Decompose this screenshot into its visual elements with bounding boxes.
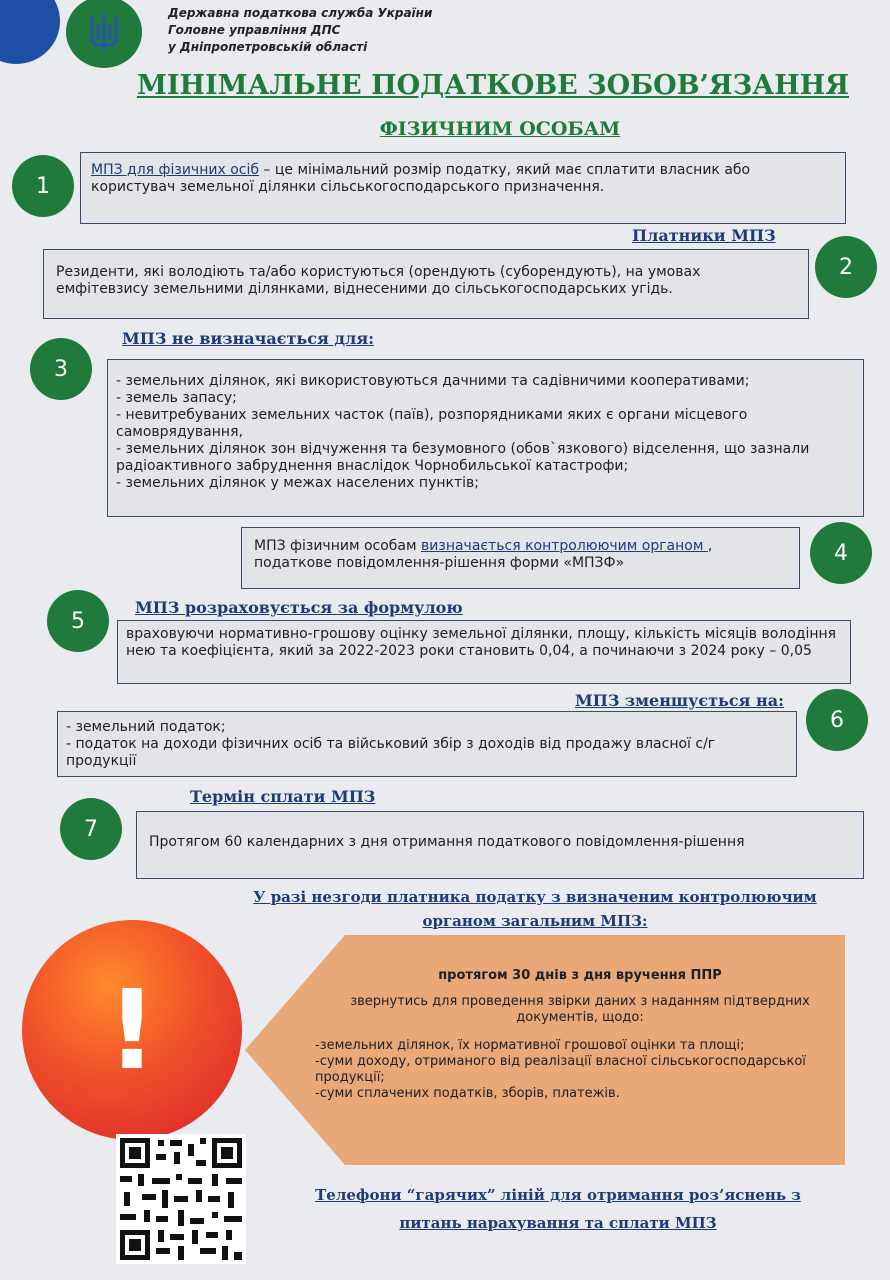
disagreement-heading [215,885,855,933]
trident-emblem [66,0,142,68]
exclusion-item: - земель запасу; [116,390,237,406]
reduction-box [57,711,797,777]
step-badge-5: 5 [47,590,109,652]
exclusion-item: - земельних ділянок зон відчуження та безумовного (обов`язкового) відселення, що зазнали радіоактивного забруднення внаслідок Чорнобильської катастрофи; [116,441,810,474]
deadline-heading: Термін сплати МПЗ [190,787,376,806]
step-badge-2: 2 [815,236,877,298]
exclusions-box [107,359,864,517]
definition-term: МПЗ для фізичних осіб [91,162,259,178]
reduction-item: - земельний податок; [66,719,226,735]
callout-intro: звернутись для проведення звірки даних з наданням підтвердних документів, щодо: [350,994,810,1025]
hotline-line-2: питань нарахування та сплати МПЗ [399,1214,717,1232]
exclusions-heading: МПЗ не визначається для: [122,329,375,348]
disagreement-heading-line-1: У разі незгоди платника податку з визначеним контролюючим [253,888,817,906]
formula-box [117,620,851,684]
payers-text: Резиденти, які володіють та/або користуються (орендують (суборендують), на умовах емфітевзису земельними ділянками, віднесеними до сільськогосподарських угідь. [56,264,701,297]
deadline-box [136,811,864,879]
exclusion-item: - невитребуваних земельних часток (паїв), розпорядниками яких є органи місцевого самоврядування, [116,407,748,440]
definition-box [80,152,846,224]
qr-code-icon [116,1134,246,1264]
formula-heading: МПЗ розраховується за формулою [135,598,463,617]
exclamation-icon: ! [106,966,158,1094]
definition-text: – це мінімальний розмір податку, який має сплатити власник або користувач земельної ділянки сільськогосподарського призначення. [91,162,751,195]
callout-item: -земельних ділянок, їх нормативної грошової оцінки та площі; [315,1038,745,1053]
reduction-heading: МПЗ зменшується на: [575,691,784,710]
determination-box [241,527,800,589]
callout-content [315,968,845,1102]
determination-suffix: , податкове повідомлення-рішення форми «МПЗФ» [254,538,713,571]
page-title: МІНІМАЛЬНЕ ПОДАТКОВЕ ЗОБОВ’ЯЗАННЯ [136,70,850,101]
callout-title: протягом 30 днів з дня вручення ППР [438,968,722,983]
formula-text: враховуючи нормативно-грошову оцінку земельної ділянки, площу, кількість місяців володіння нею та коефіцієнта, який за 2022-2023 роки становить 0,04, а починаючи з 2024 року – 0,05 [126,626,837,659]
callout-item: -суми доходу, отриманого від реалізації власної сільськогосподарської продукції; [315,1054,806,1085]
disagreement-heading-line-2: органом загальним МПЗ: [422,912,648,930]
org-header [168,5,432,56]
determination-link: визначається контролюючим органом [421,538,708,554]
step-badge-1: 1 [12,155,74,217]
step-badge-4: 4 [810,522,872,584]
warning-circle [22,920,242,1140]
payers-heading: Платники МПЗ [632,226,776,245]
hotline-line-1: Телефони “гарячих” ліній для отримання роз’яснень з [315,1186,801,1204]
decorative-blob [0,0,60,64]
exclusion-item: - земельних ділянок, які використовуються дачними та садівничими кооперативами; [116,373,750,389]
step-badge-3: 3 [30,338,92,400]
determination-prefix: МПЗ фізичним особам [254,538,422,554]
org-line-3: у Дніпропетровській області [168,40,368,54]
exclusion-item: - земельних ділянок у межах населених пунктів; [116,475,479,491]
step-badge-6: 6 [806,689,868,751]
payers-box [43,249,809,319]
reduction-item: - податок на доходи фізичних осіб та військовий збір з доходів від продажу власної с/г продукції [66,736,716,769]
callout-item: -суми сплачених податків, зборів, платежів. [315,1086,620,1101]
trident-icon [87,12,121,52]
step-badge-7: 7 [60,798,122,860]
page-subtitle: ФІЗИЧНИМ ОСОБАМ [379,118,621,140]
org-line-1: Державна податкова служба України [168,6,433,20]
deadline-text: Протягом 60 календарних з дня отримання податкового повідомлення-рішення [149,834,745,850]
org-line-2: Головне управління ДПС [168,23,341,37]
hotline-footer [258,1181,858,1237]
